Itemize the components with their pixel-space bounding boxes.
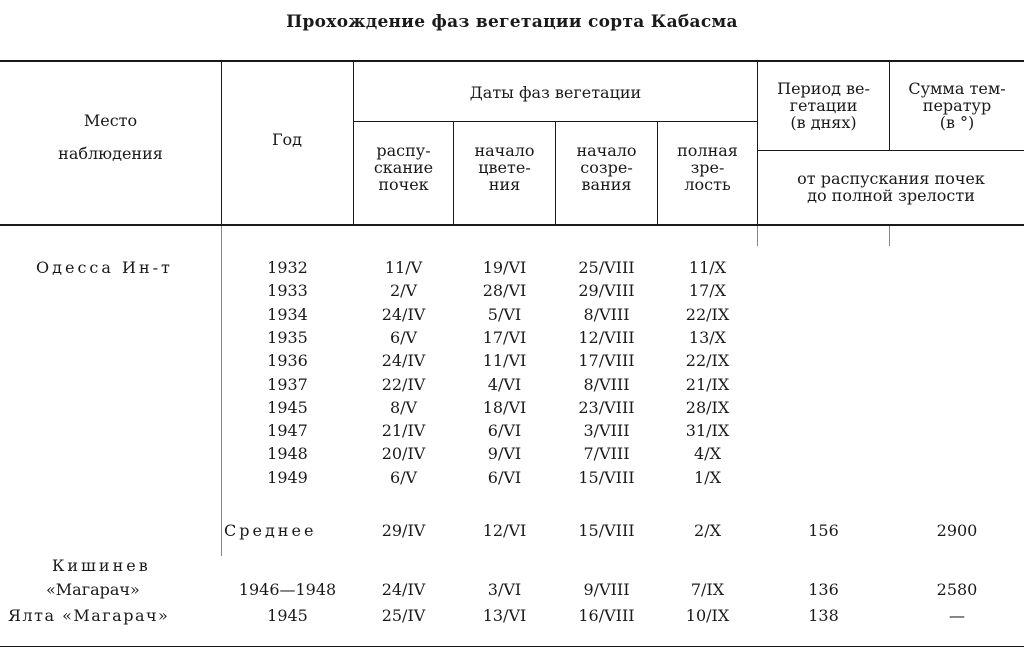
cell-mature: 1/X: [694, 468, 721, 487]
header-span-note: от распускания почек до полной зрелости: [797, 169, 985, 205]
dates-subheader-rule: [354, 121, 758, 122]
cell-ripen: 29/VIII: [578, 281, 635, 300]
average-flower: 12/VI: [482, 521, 527, 540]
kishinev-sum: 2580: [936, 580, 978, 599]
cell-flower: 5/VI: [487, 305, 522, 324]
yalta-mature: 10/IX: [685, 606, 730, 625]
kishinev-place-line2: «Магарач»: [46, 580, 140, 599]
table-row: [0, 303, 1024, 326]
cell-flower: 4/VI: [487, 375, 522, 394]
cell-mature: 21/IX: [685, 375, 730, 394]
cell-mature: 22/IX: [685, 305, 730, 324]
cell-flower: 9/VI: [487, 444, 522, 463]
cell-mature: 28/IX: [685, 398, 730, 417]
table-row: [0, 256, 1024, 279]
cell-bud: 22/IV: [381, 375, 426, 394]
kishinev-row: [0, 578, 1024, 601]
table-row: [0, 326, 1024, 349]
cell-mature: 17/X: [688, 281, 727, 300]
cell-mature: 31/IX: [685, 421, 730, 440]
cell-ripen: 23/VIII: [578, 398, 635, 417]
period-subheader-rule: [757, 150, 1024, 151]
average-bud: 29/IV: [381, 521, 426, 540]
kishinev-bud: 24/IV: [381, 580, 426, 599]
place-kishinev-line1: Кишинев: [52, 556, 151, 575]
table-row: [0, 373, 1024, 396]
body-rule-period: [889, 226, 890, 246]
cell-bud: 11/V: [384, 258, 423, 277]
cell-mature: 22/IX: [685, 351, 730, 370]
kishinev-ripen: 9/VIII: [583, 580, 630, 599]
cell-year: 1948: [267, 444, 308, 463]
yalta-bud: 25/IV: [381, 606, 426, 625]
table-title: Прохождение фаз вегетации сорта Кабасма: [286, 12, 738, 32]
cell-bud: 2/V: [389, 281, 418, 300]
cell-bud: 8/V: [389, 398, 418, 417]
cell-bud: 6/V: [389, 468, 418, 487]
average-mature: 2/X: [694, 521, 721, 540]
header-bud: распу- скание почек: [373, 141, 434, 194]
cell-flower: 6/VI: [487, 421, 522, 440]
cell-bud: 21/IV: [381, 421, 426, 440]
header-bottom-rule: [0, 224, 1024, 226]
cell-ripen: 3/VIII: [583, 421, 630, 440]
header-mature: полная зре- лость: [677, 141, 738, 194]
table-row: [0, 466, 1024, 489]
cell-flower: 17/VI: [482, 328, 527, 347]
cell-flower: 11/VI: [482, 351, 527, 370]
cell-year: 1949: [267, 468, 308, 487]
cell-bud: 6/V: [389, 328, 418, 347]
cell-year: 1937: [267, 375, 308, 394]
cell-mature: 13/X: [688, 328, 727, 347]
place-odessa: Одесса Ин-т: [36, 258, 173, 277]
header-period: Период ве- гетации (в днях): [777, 79, 870, 132]
header-place: Место наблюдения: [58, 111, 163, 163]
yalta-place: Ялта «Магарач»: [8, 606, 170, 625]
yalta-sum: —: [949, 606, 965, 625]
kishinev-flower: 3/VI: [487, 580, 522, 599]
yalta-period: 138: [808, 606, 839, 625]
top-rule: [0, 60, 1024, 62]
header-year: Год: [271, 130, 303, 149]
cell-ripen: 15/VIII: [578, 468, 635, 487]
average-row: [0, 519, 1024, 542]
kishinev-period: 136: [808, 580, 839, 599]
bottom-rule: [0, 646, 1024, 647]
yalta-flower: 13/VI: [482, 606, 527, 625]
cell-bud: 24/IV: [381, 305, 426, 324]
cell-mature: 4/X: [694, 444, 721, 463]
cell-ripen: 8/VIII: [583, 305, 630, 324]
yalta-ripen: 16/VIII: [578, 606, 635, 625]
header-dates-group: Даты фаз вегетации: [469, 83, 642, 102]
table-row: [0, 279, 1024, 302]
cell-year: 1935: [267, 328, 308, 347]
header-sum: Сумма тем- ператур (в °): [908, 79, 1006, 132]
kishinev-mature: 7/IX: [690, 580, 725, 599]
kishinev-year: 1946—1948: [238, 580, 337, 599]
cell-ripen: 8/VIII: [583, 375, 630, 394]
average-sum: 2900: [936, 521, 978, 540]
cell-ripen: 25/VIII: [578, 258, 635, 277]
table-row: [0, 349, 1024, 372]
cell-flower: 6/VI: [487, 468, 522, 487]
cell-year: 1936: [267, 351, 308, 370]
cell-year: 1945: [267, 398, 308, 417]
cell-ripen: 7/VIII: [583, 444, 630, 463]
average-period: 156: [808, 521, 839, 540]
cell-year: 1933: [267, 281, 308, 300]
cell-mature: 11/X: [688, 258, 727, 277]
cell-bud: 20/IV: [381, 444, 426, 463]
average-ripen: 15/VIII: [578, 521, 635, 540]
cell-flower: 19/VI: [482, 258, 527, 277]
cell-bud: 24/IV: [381, 351, 426, 370]
body-rule-mature: [757, 226, 758, 246]
header-flower: начало цвете- ния: [474, 141, 535, 194]
table-row: [0, 396, 1024, 419]
table-row: [0, 419, 1024, 442]
cell-ripen: 17/VIII: [578, 351, 635, 370]
cell-flower: 28/VI: [482, 281, 527, 300]
average-label: Среднее: [224, 521, 317, 540]
yalta-year: 1945: [267, 606, 308, 625]
cell-year: 1947: [267, 421, 308, 440]
table-row: [0, 442, 1024, 465]
yalta-row: [0, 604, 1024, 627]
cell-ripen: 12/VIII: [578, 328, 635, 347]
cell-year: 1932: [267, 258, 308, 277]
cell-year: 1934: [267, 305, 308, 324]
header-ripen: начало созре- вания: [576, 141, 637, 194]
cell-flower: 18/VI: [482, 398, 527, 417]
